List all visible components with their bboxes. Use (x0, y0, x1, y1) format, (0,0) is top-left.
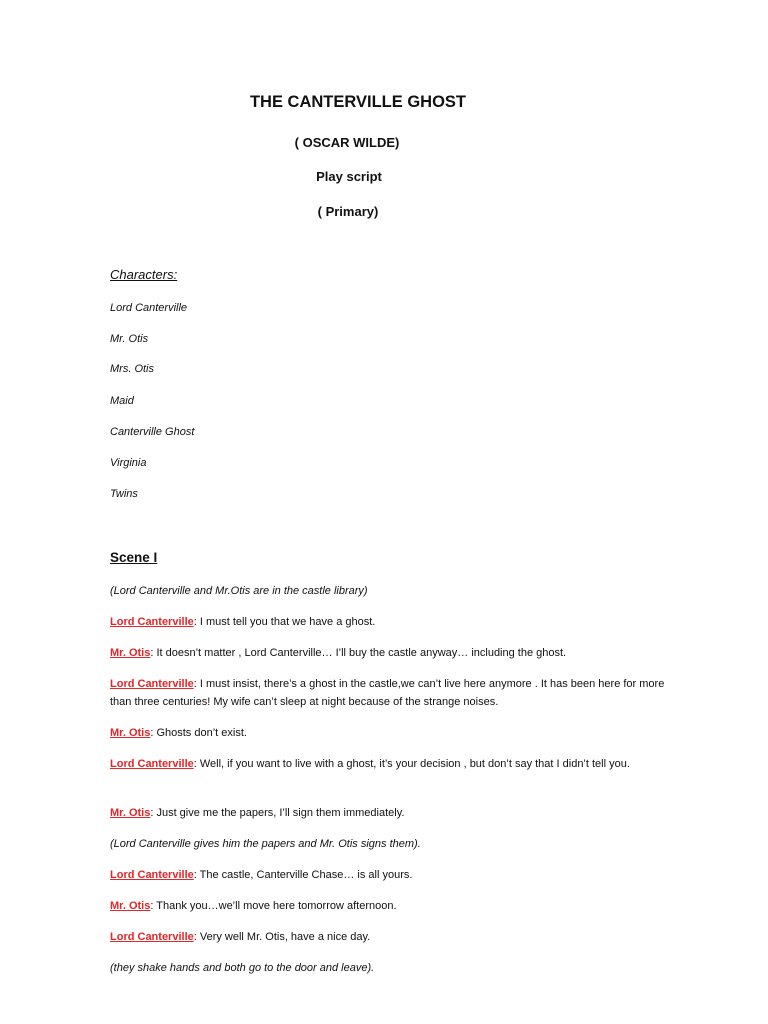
dialogue-text: : The castle, Canterville Chase… is all yours. (193, 869, 413, 881)
dialogue-line (110, 897, 670, 915)
speaker-name: Mr. Otis (110, 727, 151, 739)
dialogue-text: : Well, if you want to live with a ghost, it’s your decision , but don’t say that I didn’t tell you. (193, 758, 630, 770)
dialogue-text: : I must insist, there’s a ghost in the castle,we can’t live here anymore . It has been here for more than three centuries! My wife can’t sleep at night because of the strange noises. (110, 678, 665, 708)
dialogue-line (110, 724, 670, 742)
speaker-name: Mr. Otis (110, 900, 151, 912)
stage-direction: (Lord Canterville gives him the papers and Mr. Otis signs them). (110, 838, 421, 850)
characters-heading: Characters: (110, 267, 178, 282)
speaker-name: Lord Canterville (110, 869, 194, 881)
author-line: ( OSCAR WILDE) (294, 135, 400, 150)
speaker-name: Mr. Otis (110, 807, 151, 819)
dialogue-line (110, 675, 670, 711)
speaker-name: Mr. Otis (110, 647, 151, 659)
character-item: Maid (110, 395, 134, 407)
character-item: Twins (110, 488, 138, 500)
dialogue-line (110, 866, 670, 884)
dialogue-line (110, 804, 670, 822)
speaker-name: Lord Canterville (110, 678, 194, 690)
dialogue-line (110, 613, 670, 631)
dialogue-text: : Ghosts don’t exist. (150, 727, 247, 739)
dialogue-text: : Very well Mr. Otis, have a nice day. (193, 931, 371, 943)
dialogue-line (110, 755, 670, 773)
speaker-name: Lord Canterville (110, 931, 194, 943)
dialogue-text: : I must tell you that we have a ghost. (193, 616, 376, 628)
format-line: Play script (316, 169, 382, 184)
character-item: Lord Canterville (110, 302, 188, 314)
dialogue-line (110, 644, 670, 662)
speaker-name: Lord Canterville (110, 616, 194, 628)
character-item: Canterville Ghost (110, 426, 195, 438)
dialogue-line (110, 928, 670, 946)
level-line: ( Primary) (317, 204, 379, 219)
character-item: Virginia (110, 457, 147, 469)
character-item: Mr. Otis (110, 333, 149, 345)
page-title: THE CANTERVILLE GHOST (249, 93, 467, 111)
stage-direction: (they shake hands and both go to the door and leave). (110, 962, 375, 974)
dialogue-text: : Just give me the papers, I’ll sign them immediately. (150, 807, 405, 819)
character-item: Mrs. Otis (110, 363, 154, 375)
dialogue-text: : Thank you…we’ll move here tomorrow afternoon. (150, 900, 397, 912)
dialogue-text: : It doesn’t matter , Lord Canterville… I’ll buy the castle anyway… including the ghost. (150, 647, 567, 659)
scene-heading: Scene I (110, 550, 158, 565)
speaker-name: Lord Canterville (110, 758, 194, 770)
stage-direction: (Lord Canterville and Mr.Otis are in the castle library) (110, 585, 368, 597)
